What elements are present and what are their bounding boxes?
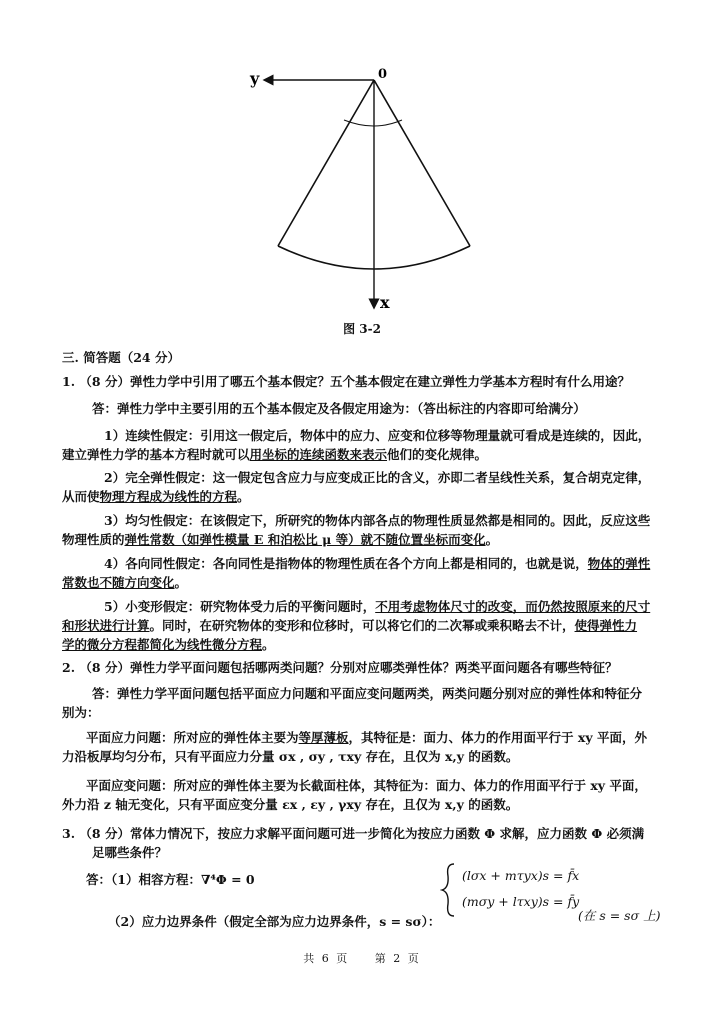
boundary-eq-x: (lσx + mτyx)s = f̄x (462, 868, 580, 883)
q3-answer-boundary-label: （2）应力边界条件（假定全部为应力边界条件，s = sσ）： (108, 914, 441, 929)
q3-title-line2: 足哪些条件？ (92, 845, 168, 860)
q2-stress-line1: 平面应力问题：所对应的弹性体主要为等厚薄板，其特征是：面力、体力的作用面平行于 xy 平面，外 (86, 730, 647, 745)
axis-x-label: x (380, 293, 390, 312)
sector-diagram (240, 60, 500, 320)
q1-p5-line1: 5）小变形假定：研究物体受力后的平衡问题时，不用考虑物体尺寸的改变，而仍然按照原来的尺寸 (104, 599, 651, 614)
boundary-condition-note: (在 s = sσ 上) (578, 908, 661, 923)
q2-answer-line1: 答：弹性力学平面问题包括平面应力问题和平面应变问题两类，两类问题分别对应的弹性体和特征分 (92, 686, 643, 701)
q1-p2-line1: 2）完全弹性假定：这一假定包含应力与应变成正比的含义，亦即二者呈线性关系，复合胡克定律， (104, 470, 651, 485)
origin-label: 0 (378, 67, 388, 82)
page-footer (0, 950, 724, 966)
boundary-eq-y: (mσy + lτxy)s = f̄y (462, 894, 580, 909)
figure-3-2 (240, 60, 500, 320)
q1-p1-line2: 建立弹性力学的基本方程时就可以用坐标的连续函数来表示他们的变化规律。 (62, 447, 488, 462)
sector-right-edge (374, 80, 470, 246)
current-page: 第 2 页 (374, 952, 421, 965)
left-brace-icon (440, 862, 460, 918)
q2-answer-line2: 别为： (62, 705, 100, 720)
q1-p5-line2: 和形状进行计算。同时，在研究物体的变形和位移时，可以将它们的二次幂或乘积略去不计，使得弹性力 (62, 618, 638, 633)
q1-p4-line2: 常数也不随方向变化。 (62, 575, 188, 590)
section-heading: 三. 简答题（24 分） (62, 350, 180, 365)
q1-p2-line2: 从而使物理方程成为线性的方程。 (62, 489, 250, 504)
q1-answer-intro: 答：弹性力学中主要引用的五个基本假定及各假定用途为：（答出标注的内容即可给满分） (92, 401, 586, 416)
boundary-equations (440, 862, 580, 918)
total-pages: 共 6 页 (303, 952, 350, 965)
q3-title-line1: 3. （8 分）常体力情况下，按应力求解平面问题可进一步简化为按应力函数 Φ 求解，应力函数 Φ 必须满 (62, 826, 645, 841)
q1-p3-line2: 物理性质的弹性常数（如弹性模量 E 和泊松比 μ 等）就不随位置坐标而变化。 (62, 532, 499, 547)
q2-title: 2. （8 分）弹性力学平面问题包括哪两类问题？分别对应哪类弹性体？两类平面问题各有哪些特征？ (62, 660, 618, 675)
q2-strain-line2: 外力沿 z 轴无变化，只有平面应变分量 εx , εy , γxy 存在，且仅为 x,y 的函数。 (62, 797, 519, 812)
q2-strain-line1: 平面应变问题：所对应的弹性体主要为长截面柱体，其特征为：面力、体力的作用面平行于 xy 平面， (86, 778, 647, 793)
q1-p4-line1: 4）各向同性假定：各向同性是指物体的物理性质在各个方向上都是相同的，也就是说，物体的弹性 (104, 556, 651, 571)
figure-caption: 图 3-2 (343, 322, 381, 336)
q1-p5-line3: 学的微分方程都简化为线性微分方程。 (62, 637, 275, 652)
sector-left-edge (278, 80, 374, 246)
q1-p3-line1: 3）均匀性假定：在该假定下，所研究的物体内部各点的物理性质显然都是相同的。因此，反应这些 (104, 513, 651, 528)
q2-stress-line2: 力沿板厚均匀分布，只有平面应力分量 σx , σy , τxy 存在，且仅为 x,y 的函数。 (62, 749, 519, 764)
q3-answer-compatibility: 答：（1）相容方程：∇⁴Φ = 0 (86, 872, 255, 887)
angle-arc (344, 120, 402, 126)
axis-y-label: y (250, 69, 260, 88)
q1-p1-line1: 1）连续性假定：引用这一假定后，物体中的应力、应变和位移等物理量就可看成是连续的，因此， (104, 428, 651, 443)
q1-title: 1. （8 分）弹性力学中引用了哪五个基本假定？五个基本假定在建立弹性力学基本方程时有什么用途？ (62, 374, 630, 389)
